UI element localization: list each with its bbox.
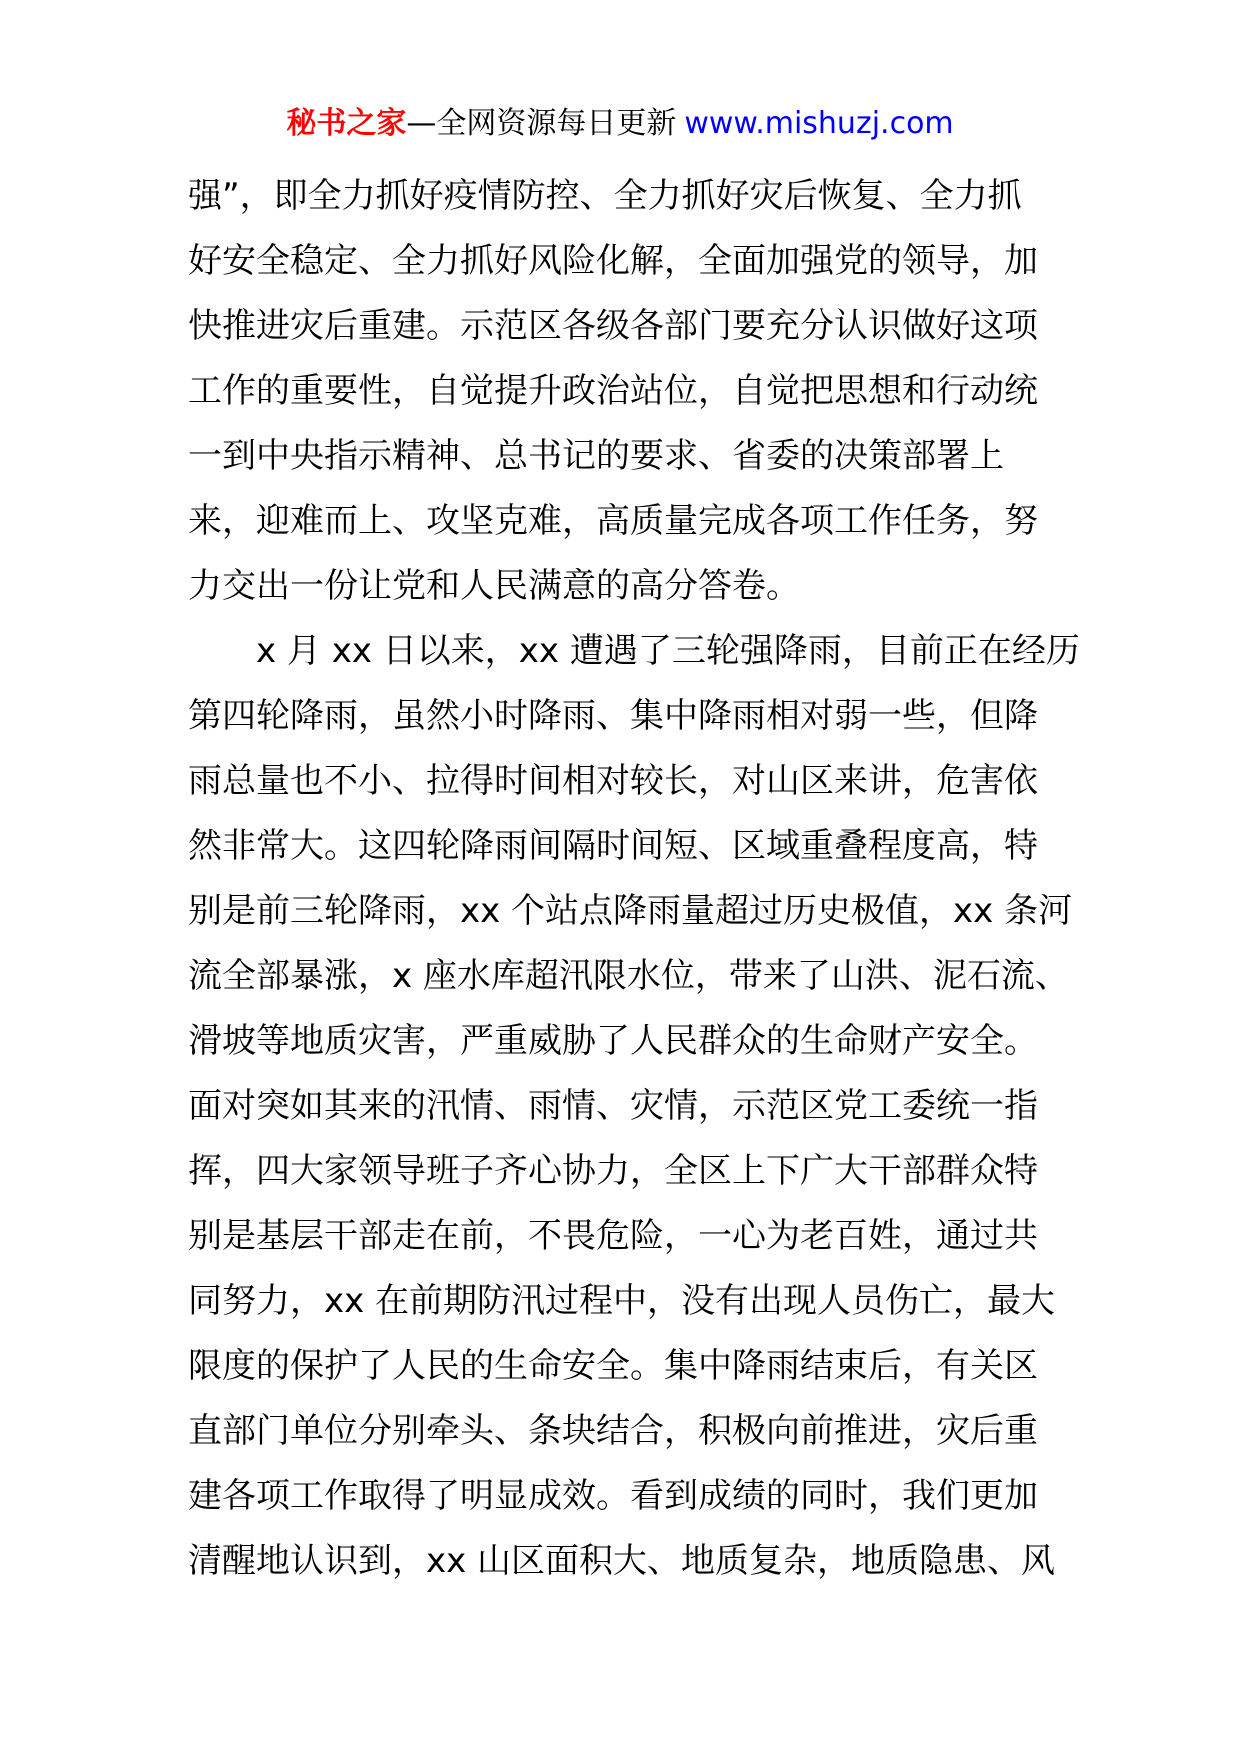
text-line: 清醒地认识到，xx 山区面积大、地质复杂，地质隐患、风: [188, 1541, 1056, 1581]
text-line: 快推进灾后重建。示范区各级各部门要充分认识做好这项: [188, 306, 1038, 346]
website-link[interactable]: www.mishuzj.com: [684, 106, 954, 141]
text-line: 同努力，xx 在前期防汛过程中，没有出现人员伤亡，最大: [188, 1281, 1056, 1321]
body-text: [188, 164, 1080, 1594]
text-line: 面对突如其来的汛情、雨情、灾情，示范区党工委统一指: [188, 1086, 1038, 1126]
text-line: 来，迎难而上、攻坚克难，高质量完成各项工作任务，努: [188, 501, 1038, 541]
text-line: 限度的保护了人民的生命安全。集中降雨结束后，有关区: [188, 1346, 1038, 1386]
text-line: 第四轮降雨，虽然小时降雨、集中降雨相对弱一些，但降: [188, 696, 1038, 736]
text-line: 挥，四大家领导班子齐心协力，全区上下广大干部群众特: [188, 1151, 1038, 1191]
text-line: 然非常大。这四轮降雨间隔时间短、区域重叠程度高，特: [188, 826, 1038, 866]
text-line: 雨总量也不小、拉得时间相对较长，对山区来讲，危害依: [188, 761, 1038, 801]
text-line: 一到中央指示精神、总书记的要求、省委的决策部署上: [188, 436, 1004, 476]
text-line: 滑坡等地质灾害，严重威胁了人民群众的生命财产安全。: [188, 1021, 1038, 1061]
text-line: 别是基层干部走在前，不畏危险，一心为老百姓，通过共: [188, 1216, 1038, 1256]
text-line: 力交出一份让党和人民满意的高分答卷。: [188, 566, 800, 606]
text-line: 工作的重要性，自觉提升政治站位，自觉把思想和行动统: [188, 371, 1038, 411]
brand-name: 秘书之家: [286, 106, 407, 141]
page-header: [0, 100, 1240, 148]
text-line: 建各项工作取得了明显成效。看到成绩的同时，我们更加: [188, 1476, 1038, 1516]
text-line: 强”，即全力抓好疫情防控、全力抓好灾后恢复、全力抓: [188, 176, 1022, 216]
paragraph-start-line: x 月 xx 日以来，xx 遭遇了三轮强降雨，目前正在经历: [256, 631, 1080, 671]
text-line: 好安全稳定、全力抓好风险化解，全面加强党的领导，加: [188, 241, 1038, 281]
text-line: 直部门单位分别牵头、条块结合，积极向前推进，灾后重: [188, 1411, 1038, 1451]
text-line: 别是前三轮降雨，xx 个站点降雨量超过历史极值，xx 条河: [188, 891, 1073, 931]
header-tagline: —全网资源每日更新: [406, 106, 677, 141]
text-line: 流全部暴涨，x 座水库超汛限水位，带来了山洪、泥石流、: [188, 956, 1069, 996]
